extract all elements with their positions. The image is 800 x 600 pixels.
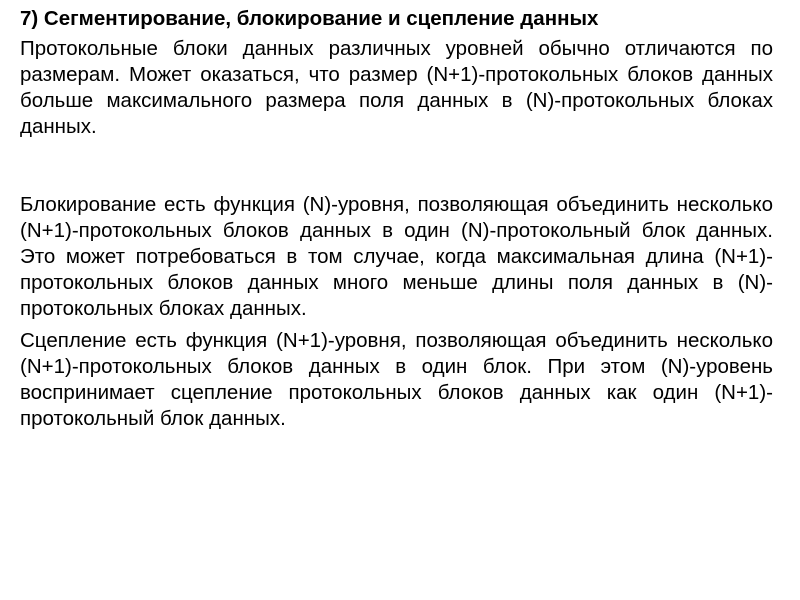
- paragraph-segmentation-intro: Протокольные блоки данных различных уровней обычно отличаются по размерам. Может оказаться, что размер (N+1)-протокольных блоков данных больше максимального размера поля данных в (N)-протокольных блоках данных.: [20, 37, 773, 138]
- slide-content: [20, 6, 773, 432]
- paragraph-concatenation: Сцепление есть функция (N+1)-уровня, позволяющая объединить несколько (N+1)-протокольных блоков данных в один блок. При этом (N)-уровень воспринимает сцепление протокольных блоков данных как один (N+1)-протокольный блок данных.: [20, 329, 773, 430]
- slide-heading: 7) Сегментирование, блокирование и сцепление данных: [20, 7, 599, 30]
- paragraph-blocking: Блокирование есть функция (N)-уровня, позволяющая объединить несколько (N+1)-протокольных блоков данных в один (N)-протокольный блок данных. Это может потребоваться в том случае, когда максимальная длина (N+1)-протокольных блоков данных много меньше длины поля данных в (N)-протокольных блоках данных.: [20, 193, 773, 320]
